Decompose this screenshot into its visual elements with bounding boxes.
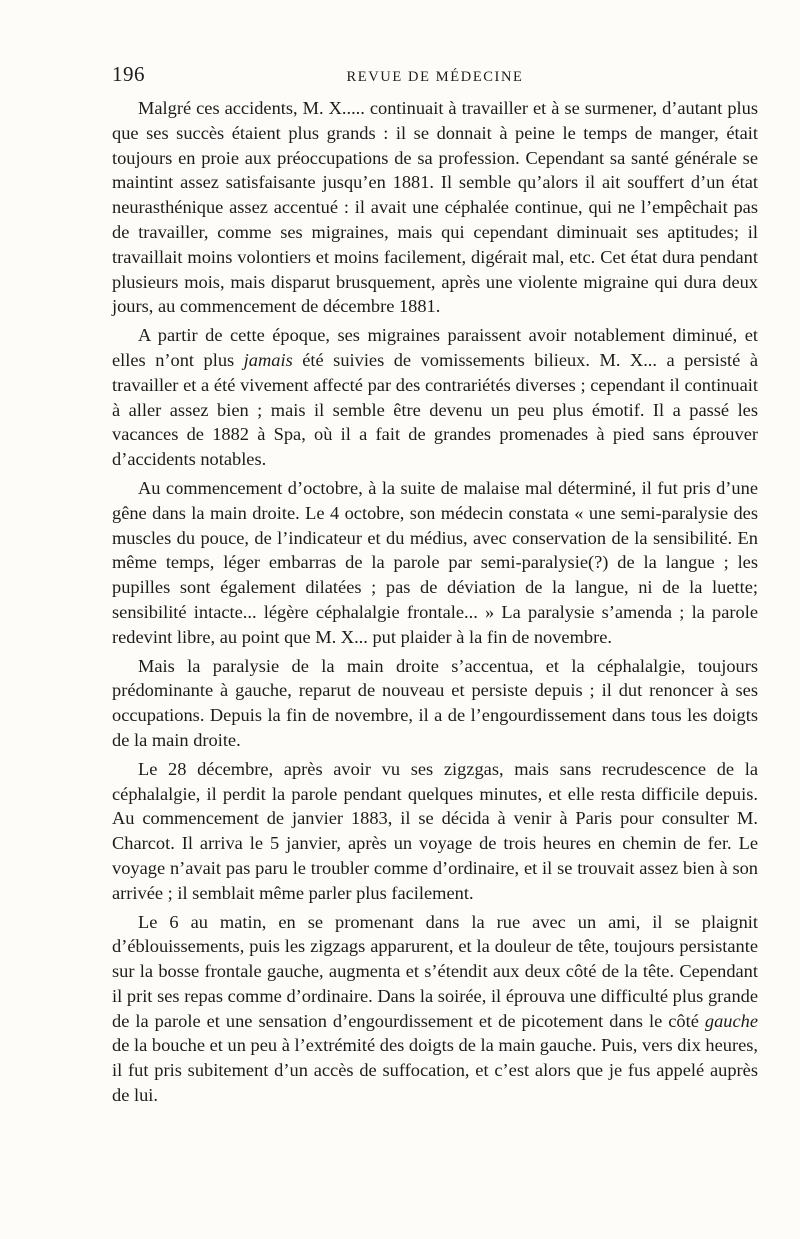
journal-title: REVUE DE MÉDECINE (346, 69, 524, 85)
paragraph-1: Malgré ces accidents, M. X..... continuait à travailler et à se surmener, d’autant plus que ses succès étaient plus grands : il se donnait à peine le temps de manger, était toujours en proie aux préoccupations de sa profession. Cependant sa santé générale se maintint assez satisfaisante jusqu’en 1881. Il semble qu’alors il ait souffert d’un état neurasthénique assez accentué : il avait une céphalée continue, qui ne l’empêchait pas de travailler, comme ses migraines, mais qui cependant diminuait ses aptitudes; il travaillait moins volontiers et moins facilement, digérait mal, etc. Cet état dura pendant plusieurs mois, mais disparut brusquement, après une violente migraine qui dura deux jours, au commencement de décembre 1881. (112, 98, 758, 317)
paragraph-6-part-1: Le 6 au matin, en se promenant dans la rue avec un ami, il se plaignit d’éblouissements, puis les zigzags apparurent, et la douleur de tête, toujours persistante sur la bosse frontale gauche, augmenta et s’étendit aux deux côté de la tête. Cependant il prit ses repas comme d’ordinaire. Dans la soirée, il éprouva une difficulté plus grande de la parole et une sensation d’engourdissement et de picotement dans le côté (112, 911, 758, 1031)
paragraph-6 (112, 910, 758, 1108)
body-text (112, 96, 758, 1108)
emphasis-gauche: gauche (704, 1010, 758, 1031)
paragraph-5: Le 28 décembre, après avoir vu ses zigzgas, mais sans recrudescence de la céphalalgie, il perdit la parole pendant quelques minutes, et elle resta difficile depuis. Au commencement de janvier 1883, il se décida à venir à Paris pour consulter M. Charcot. Il arriva le 5 janvier, après un voyage de trois heures en chemin de fer. Le voyage n’avait pas paru le troubler comme d’ordinaire, et il se trouvait assez bien à son arrivée ; il semblait même parler plus facilement. (112, 758, 758, 903)
emphasis-jamais: jamais (243, 349, 293, 370)
paragraph-6-part-2: de la bouche et un peu à l’extrémité des doigts de la main gauche. Puis, vers dix heures, il fut pris subitement d’un accès de suffocation, et c’est alors que je fus appelé auprès de lui. (112, 1035, 758, 1106)
paragraph-2-part-2: été suivies de vomissements bilieux. M. X... a persisté à travailler et a été vivement affecté par des contrariétés diverses ; cependant il continuait à aller assez bien ; mais il semble être devenu un peu plus émotif. Il a passé les vacances de 1882 à Spa, où il a fait de grandes promenades à pied sans éprouver d’accidents notables. (112, 349, 758, 470)
paragraph-2 (112, 323, 758, 472)
page-number: 196 (112, 62, 145, 86)
paragraph-2-part-1: A partir de cette époque, ses migraines paraissent avoir notablement diminué, et elles n’ont plus (112, 325, 758, 370)
paragraph-3: Au commencement d’octobre, à la suite de malaise mal déterminé, il fut pris d’une gêne dans la main droite. Le 4 octobre, son médecin constata « une semi-paralysie des muscles du pouce, de l’indicateur et du médius, avec conservation de la sensibilité. En même temps, léger embarras de la parole par semi-paralysie(?) de la langue ; les pupilles sont également dilatées ; pas de déviation de la langue, ni de la luette; sensibilité intacte... légère céphalalgie frontale... » La paralysie s’amenda ; la parole redevint libre, au point que M. X... put plaider à la fin de novembre. (112, 477, 758, 647)
paragraph-4: Mais la paralysie de la main droite s’accentua, et la céphalalgie, toujours prédominante à gauche, reparut de nouveau et persiste depuis ; il dut renoncer à ses occupations. Depuis la fin de novembre, il a de l’engourdissement dans tous les doigts de la main droite. (112, 655, 758, 750)
